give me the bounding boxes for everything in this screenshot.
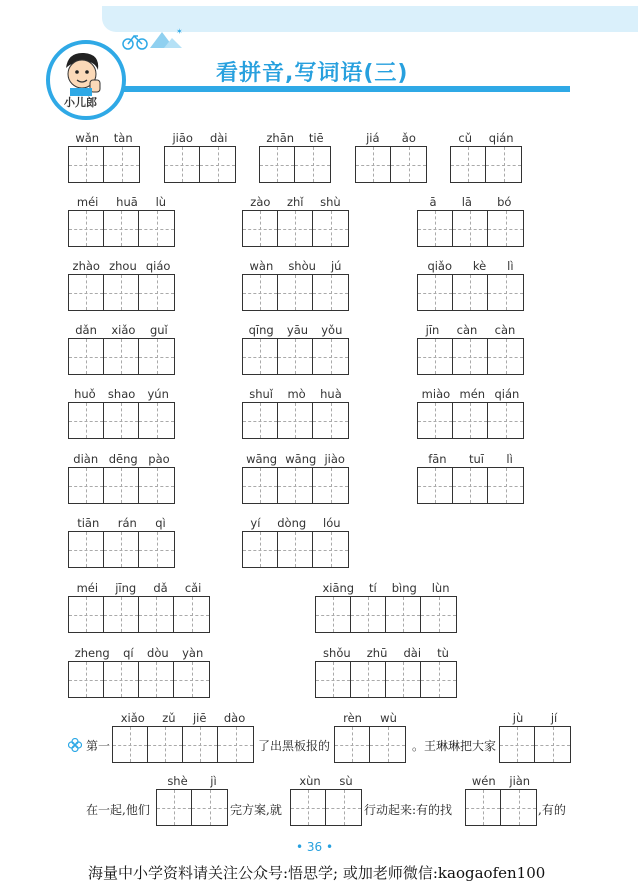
writing-cell[interactable] [243,468,278,503]
writing-cell[interactable] [418,211,453,246]
pinyin-syllable: lì [507,259,514,273]
writing-cell[interactable] [418,275,453,310]
pinyin-row [242,386,349,402]
pinyin-syllable: wù [380,711,397,725]
pinyin-syllable: tuī [469,452,484,466]
writing-cell[interactable] [295,147,330,182]
writing-grid [315,661,457,698]
pinyin-syllable: qí [123,646,134,660]
passage-blank [112,710,254,763]
writing-cell[interactable] [139,403,174,438]
exercise-item [315,645,457,698]
writing-grid [68,210,175,247]
pinyin-row [465,773,537,789]
pinyin-syllable: wāng [285,452,317,466]
writing-grid [68,467,175,504]
pinyin-syllable: tiān [77,516,100,530]
writing-grid [112,726,254,763]
pinyin-syllable: dǎn [75,323,97,337]
writing-grid [242,531,349,568]
writing-cell[interactable] [386,597,421,632]
writing-grid [242,402,349,439]
writing-cell[interactable] [104,147,139,182]
writing-cell[interactable] [488,339,523,374]
writing-grid [355,146,427,183]
pinyin-row [68,515,175,531]
pinyin-row [334,710,406,726]
pinyin-syllable: xiǎo [111,323,136,337]
passage-blank [499,710,571,763]
writing-grid [465,789,537,826]
exercise-item [242,258,349,311]
passage-blank [156,773,228,826]
writing-grid [259,146,331,183]
passage-blank [290,773,362,826]
writing-cell[interactable] [418,403,453,438]
passage-text-5: 完方案,就 [230,803,282,817]
writing-cell[interactable] [486,147,521,182]
writing-cell[interactable] [218,727,253,762]
pinyin-syllable: càn [456,323,478,337]
writing-cell[interactable] [165,147,200,182]
exercise-item [355,130,427,183]
pinyin-syllable: jiào [324,452,345,466]
pinyin-row [242,451,349,467]
exercise-item [68,386,175,439]
writing-cell[interactable] [391,147,426,182]
exercise-item [68,258,175,311]
pinyin-syllable: qián [488,131,514,145]
pinyin-row [68,322,175,338]
passage-text-1: 第一 [86,739,111,753]
pinyin-syllable: lā [461,195,472,209]
writing-cell[interactable] [313,339,348,374]
pinyin-syllable: qīng [248,323,274,337]
writing-cell[interactable] [148,727,183,762]
exercise-item [315,580,457,633]
pinyin-syllable: lù [155,195,167,209]
writing-cell[interactable] [313,468,348,503]
pinyin-syllable: rèn [343,711,362,725]
writing-cell[interactable] [313,211,348,246]
pinyin-row [499,710,571,726]
pinyin-syllable: dài [209,131,228,145]
passage-text-6: 行动起来:有的找 [364,803,453,817]
writing-cell[interactable] [488,211,523,246]
writing-grid [499,726,571,763]
writing-cell[interactable] [278,403,313,438]
pinyin-row [68,194,175,210]
avatar-name: 小儿郎 [64,96,97,109]
pinyin-syllable: dài [403,646,422,660]
pinyin-syllable: tàn [113,131,133,145]
writing-grid [68,596,210,633]
pinyin-syllable: guǐ [149,323,168,337]
pinyin-syllable: càn [494,323,516,337]
pinyin-syllable: jí [550,711,558,725]
writing-cell[interactable] [500,727,535,762]
writing-cell[interactable] [104,468,139,503]
writing-grid [334,726,406,763]
writing-grid [417,210,524,247]
pinyin-syllable: qián [494,387,520,401]
pinyin-syllable: jiá [366,131,380,145]
pinyin-syllable: shòu [288,259,316,273]
pinyin-row [68,580,210,596]
passage-blank [334,710,406,763]
writing-grid [68,531,175,568]
exercise-item [242,194,349,247]
exercise-item [68,580,210,633]
pinyin-row [417,258,524,274]
passage-text-2: 了出黑板报的 [258,739,331,753]
exercise-item [450,130,522,183]
svg-text:✶: ✶ [176,27,183,36]
pinyin-syllable: huà [320,387,342,401]
pinyin-syllable: cǎi [184,581,202,595]
exercise-item [417,451,524,504]
pinyin-row [68,258,175,274]
pinyin-syllable: qiáo [145,259,171,273]
exercise-item [242,451,349,504]
writing-cell[interactable] [351,662,386,697]
page-title: 看拼音,写词语(三) [216,61,409,86]
pinyin-syllable: tù [437,646,449,660]
page-number: • 36 • [296,840,334,854]
exercise-item [68,194,175,247]
writing-cell[interactable] [453,468,488,503]
writing-cell[interactable] [418,339,453,374]
writing-cell[interactable] [69,147,104,182]
writing-cell[interactable] [421,597,456,632]
pinyin-syllable: dòu [147,646,169,660]
writing-cell[interactable] [183,727,218,762]
pinyin-row [156,773,228,789]
writing-grid [417,338,524,375]
writing-cell[interactable] [157,790,192,825]
passage-text-4: 在一起,他们 [86,803,150,817]
writing-cell[interactable] [104,403,139,438]
writing-cell[interactable] [488,403,523,438]
writing-cell[interactable] [260,147,295,182]
pinyin-syllable: shǒu [323,646,351,660]
pinyin-syllable: yāu [286,323,309,337]
writing-cell[interactable] [278,275,313,310]
pinyin-syllable: jì [210,774,217,788]
pinyin-syllable: shù [320,195,341,209]
pinyin-syllable: miào [421,387,451,401]
writing-cell[interactable] [278,211,313,246]
pinyin-syllable: huā [116,195,138,209]
pinyin-row [242,322,349,338]
writing-cell[interactable] [139,339,174,374]
pinyin-syllable: fān [428,452,447,466]
pinyin-row [417,194,524,210]
writing-cell[interactable] [243,211,278,246]
writing-cell[interactable] [291,790,326,825]
writing-cell[interactable] [421,662,456,697]
writing-grid [242,338,349,375]
writing-cell[interactable] [104,211,139,246]
writing-cell[interactable] [139,211,174,246]
writing-cell[interactable] [243,275,278,310]
pinyin-syllable: jú [330,259,342,273]
pinyin-syllable: dǎ [153,581,168,595]
pinyin-syllable: wàn [249,259,274,273]
flower-icon [68,738,82,752]
passage-text-7: ,有的 [538,803,566,817]
writing-cell[interactable] [139,662,174,697]
pinyin-syllable: kè [472,259,487,273]
pinyin-syllable: ǎo [401,131,416,145]
writing-cell[interactable] [69,275,104,310]
writing-grid [68,274,175,311]
writing-grid [68,146,140,183]
pinyin-row [68,386,175,402]
pinyin-syllable: zhū [366,646,388,660]
writing-cell[interactable] [356,147,391,182]
writing-cell[interactable] [278,532,313,567]
pinyin-row [259,130,331,146]
writing-cell[interactable] [335,727,370,762]
pinyin-syllable: wāng [246,452,278,466]
pinyin-syllable: zhān [266,131,295,145]
pinyin-syllable: sù [339,774,353,788]
exercise-item [68,451,175,504]
writing-grid [68,661,210,698]
exercise-item [417,322,524,375]
pinyin-row [68,130,140,146]
pinyin-row [315,580,457,596]
writing-cell[interactable] [453,275,488,310]
writing-cell[interactable] [535,727,570,762]
writing-grid [417,274,524,311]
writing-cell[interactable] [192,790,227,825]
exercise-item [242,515,349,568]
pinyin-syllable: zào [250,195,271,209]
pinyin-row [68,451,175,467]
writing-cell[interactable] [316,662,351,697]
writing-cell[interactable] [453,339,488,374]
passage-blank [465,773,537,826]
writing-grid [450,146,522,183]
writing-cell[interactable] [104,532,139,567]
pinyin-syllable: shuǐ [249,387,273,401]
pinyin-syllable: dēng [108,452,138,466]
writing-grid [417,402,524,439]
pinyin-syllable: qì [155,516,166,530]
pinyin-row [290,773,362,789]
pinyin-row [417,386,524,402]
writing-cell[interactable] [488,275,523,310]
pinyin-syllable: dòng [277,516,307,530]
writing-cell[interactable] [313,532,348,567]
exercise-item [242,386,349,439]
writing-grid [315,596,457,633]
writing-cell[interactable] [69,403,104,438]
pinyin-syllable: shao [107,387,136,401]
writing-grid [68,402,175,439]
writing-cell[interactable] [243,403,278,438]
passage-text-3: 。王琳琳把大家 [412,739,497,753]
pinyin-syllable: ā [429,195,437,209]
writing-cell[interactable] [69,468,104,503]
writing-cell[interactable] [451,147,486,182]
pinyin-syllable: shè [167,774,188,788]
pinyin-row [355,130,427,146]
writing-cell[interactable] [69,597,104,632]
exercise-item [242,322,349,375]
writing-grid [417,467,524,504]
pinyin-syllable: tí [369,581,377,595]
pinyin-syllable: huǒ [74,387,96,401]
pinyin-syllable: pào [148,452,170,466]
pinyin-syllable: jiāo [172,131,193,145]
pinyin-syllable: rán [117,516,137,530]
writing-cell[interactable] [104,275,139,310]
pinyin-syllable: bó [497,195,512,209]
pinyin-syllable: tiē [308,131,324,145]
exercise-item [164,130,236,183]
writing-cell[interactable] [139,275,174,310]
writing-cell[interactable] [316,597,351,632]
pinyin-syllable: cǔ [458,131,472,145]
writing-cell[interactable] [326,790,361,825]
pinyin-syllable: diàn [73,452,99,466]
writing-cell[interactable] [466,790,501,825]
writing-grid [68,338,175,375]
exercise-item [68,645,210,698]
writing-cell[interactable] [370,727,405,762]
pinyin-row [242,258,349,274]
pinyin-syllable: yún [147,387,169,401]
writing-cell[interactable] [174,662,209,697]
writing-cell[interactable] [69,211,104,246]
pinyin-syllable: xùn [299,774,321,788]
writing-cell[interactable] [174,597,209,632]
pinyin-syllable: wén [471,774,496,788]
pinyin-row [242,194,349,210]
writing-grid [242,467,349,504]
pinyin-syllable: zhào [72,259,100,273]
writing-grid [290,789,362,826]
pinyin-syllable: bìng [391,581,417,595]
writing-grid [164,146,236,183]
writing-cell[interactable] [501,790,536,825]
pinyin-row [242,515,349,531]
exercise-item [68,322,175,375]
exercise-item [417,194,524,247]
pinyin-syllable: méi [76,195,99,209]
pinyin-syllable: yí [250,516,261,530]
pinyin-syllable: xiāng [322,581,355,595]
boy-avatar-icon [60,50,104,96]
writing-cell[interactable] [243,532,278,567]
pinyin-row [417,451,524,467]
pinyin-syllable: jīng [115,581,137,595]
pinyin-syllable: lùn [431,581,450,595]
pinyin-syllable: zhou [109,259,137,273]
writing-cell[interactable] [351,597,386,632]
pinyin-syllable: mén [459,387,486,401]
writing-cell[interactable] [488,468,523,503]
writing-cell[interactable] [278,468,313,503]
writing-cell[interactable] [113,727,148,762]
writing-cell[interactable] [104,662,139,697]
pinyin-syllable: dào [223,711,246,725]
exercise-item [417,386,524,439]
footer-notice: 海量中小学资料请关注公众号:悟思学; 或加老师微信:kaogaofen100 [88,864,546,882]
pinyin-syllable: méi [76,581,99,595]
writing-cell[interactable] [386,662,421,697]
pinyin-syllable: qiǎo [427,259,453,273]
writing-cell[interactable] [69,532,104,567]
exercise-item [68,515,175,568]
writing-cell[interactable] [139,532,174,567]
pinyin-row [417,322,524,338]
exercise-item [259,130,331,183]
writing-cell[interactable] [69,662,104,697]
pinyin-syllable: xiǎo [120,711,145,725]
pinyin-row [164,130,236,146]
bicycle-mountain-icon [120,26,190,50]
writing-cell[interactable] [104,339,139,374]
pinyin-syllable: zheng [74,646,110,660]
pinyin-syllable: wǎn [75,131,100,145]
pinyin-syllable: zhǐ [286,195,304,209]
pinyin-syllable: jiàn [509,774,531,788]
writing-cell[interactable] [453,211,488,246]
writing-cell[interactable] [453,403,488,438]
pinyin-syllable: jiē [192,711,207,725]
writing-grid [156,789,228,826]
pinyin-row [450,130,522,146]
pinyin-row [315,645,457,661]
writing-grid [242,210,349,247]
pinyin-syllable: jīn [425,323,440,337]
writing-cell[interactable] [313,275,348,310]
pinyin-row [112,710,254,726]
writing-grid [242,274,349,311]
exercise-item [417,258,524,311]
pinyin-syllable: jù [512,711,524,725]
writing-cell[interactable] [418,468,453,503]
pinyin-row [68,645,210,661]
writing-cell[interactable] [243,339,278,374]
writing-cell[interactable] [104,597,139,632]
writing-cell[interactable] [278,339,313,374]
writing-cell[interactable] [139,597,174,632]
writing-cell[interactable] [69,339,104,374]
writing-cell[interactable] [313,403,348,438]
writing-cell[interactable] [139,468,174,503]
pinyin-syllable: mò [287,387,306,401]
pinyin-syllable: yàn [182,646,204,660]
exercise-item [68,130,140,183]
writing-cell[interactable] [200,147,235,182]
pinyin-syllable: lóu [323,516,341,530]
pinyin-syllable: yǒu [321,323,343,337]
pinyin-syllable: lì [506,452,513,466]
pinyin-syllable: zǔ [162,711,176,725]
